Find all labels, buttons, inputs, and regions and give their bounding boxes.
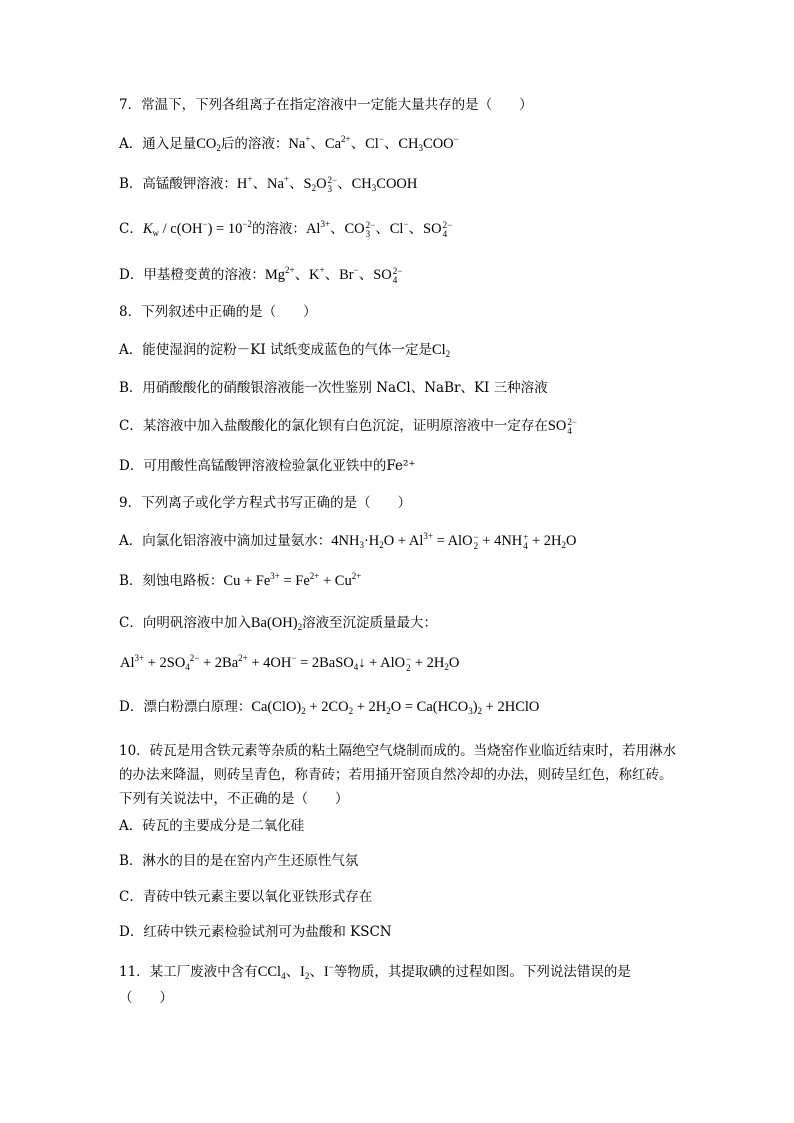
q9-option-c: C．向明矾溶液中加入$Ba(OH)_2$溶液至沉淀质量最大：	[119, 615, 438, 632]
q11-answer-blank: （ ）	[119, 990, 173, 1006]
q9-stem: 9．下列离子或化学方程式书写正确的是（ ）	[119, 495, 412, 511]
q10-option-a: A．砖瓦的主要成分是二氧化硅	[119, 818, 305, 834]
q9-option-a: A．向氯化铝溶液中滴加过量氨水：$4NH_3\cdot H_2O + Al^{3+}$ = AlO − 2 + 4NH + 4 + $2H_2O$	[119, 531, 577, 551]
q9-option-d: D．漂白粉漂白原理：$Ca(ClO)_2 + 2CO_2 + 2H_2O = Ca(HCO_3)_2$ + 2HClO	[119, 699, 540, 716]
q10-stem: 10．砖瓦是用含铁元素等杂质的粘土隔绝空气烧制而成的。当烧窑作业临近结束时，若用淋水的办法来降温，则砖呈青色，称青砖；若用捅开窑顶自然冷却的办法，则砖呈红色，称红砖。下列有关说法中，不正确的是（ ）	[119, 743, 677, 807]
q10-option-b: B．淋水的目的是在窑内产生还原性气氛	[119, 853, 359, 869]
q8-option-c: C．某溶液中加入盐酸酸化的氯化钡有白色沉淀，证明原溶液中一定存在SO 2− 4	[119, 417, 577, 436]
q8-option-d: D．可用酸性高锰酸钾溶液检验氯化亚铁中的Fe²⁺	[119, 458, 416, 474]
q8-stem: 8．下列叙述中正确的是（ ）	[119, 304, 317, 320]
q11-stem: 11．某工厂废液中含有CCl$_4$、$I_2$、I−等物质，其提取碘的过程如图。下列说法错误的是	[119, 962, 631, 981]
q7-option-a: A．通入足量$CO_2$后的溶液：Na+、$Ca^{2+}$、Cl−、$CH_3COO^-$	[119, 134, 459, 153]
q7-stem: 7．常温下，下列各组离子在指定溶液中一定能大量共存的是（ ）	[119, 97, 533, 113]
q8-option-a: A．能使湿润的淀粉－KI 试纸变成蓝色的气体一定是$Cl_2$	[119, 342, 451, 359]
q10-option-d: D．红砖中铁元素检验试剂可为盐酸和 KSCN	[119, 924, 392, 940]
q7-option-b: B．高锰酸钾溶液：H+、Na+、$S_2O$ 2− 3 、$CH_3COOH$	[119, 174, 418, 194]
q7-option-c: C．$K_w / c(OH^-) = 10^{-2}$的溶液：$Al^{3+}$、CO 2− 3 、Cl−、SO 2− 4	[119, 219, 453, 239]
q9-option-b: B．刻蚀电路板：$Cu + Fe^{3+} = Fe^{2+} + Cu^{2+}$	[119, 571, 362, 589]
q8-option-b: B．用硝酸酸化的硝酸银溶液能一次性鉴别 NaCl、NaBr、KI 三种溶液	[119, 380, 548, 396]
q9-option-c-equation: $Al^{3+} + 2SO_4^{2-} + 2Ba^{2+} + 4OH^-$ = 2BaSO$_4$↓ + AlO − 2 + $2H_2O$	[120, 653, 460, 673]
q10-option-c: C．青砖中铁元素主要以氧化亚铁形式存在	[119, 889, 373, 905]
q7-option-d: D．甲基橙变黄的溶液：$Mg^{2+}$、K+、Br−、SO 2− 4	[119, 265, 403, 285]
